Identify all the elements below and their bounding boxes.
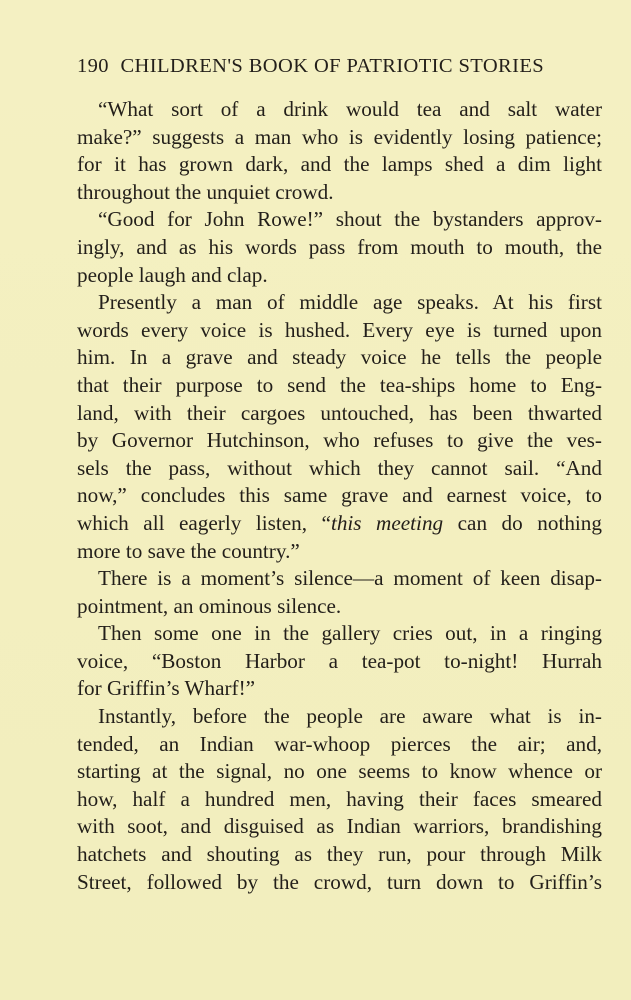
text-line: make?” suggests a man who is evidently losing patience; (77, 124, 602, 149)
italic-phrase: this meeting (330, 510, 444, 535)
text-line: for Griffin’s Wharf!” (77, 676, 256, 701)
text-line: ingly, and as his words pass from mouth to mouth, the (77, 234, 602, 259)
text-line: tended, an Indian war-whoop pierces the air; and, (77, 731, 602, 756)
text-line: by Governor Hutchinson, who refuses to give the ves- (77, 428, 602, 453)
text-line: how, half a hundred men, having their faces smeared (77, 786, 602, 811)
text-line: with soot, and disguised as Indian warriors, brandishing (77, 814, 602, 839)
text-line: There is a moment’s silence—a moment of keen disap- (98, 566, 602, 591)
text-line: starting at the signal, no one seems to know whence or (77, 759, 602, 784)
text-line: now,” concludes this same grave and earnest voice, to (77, 483, 602, 508)
text-line: voice, “Boston Harbor a tea-pot to-night! Hurrah (77, 648, 602, 673)
text-line: more to save the country.” (77, 538, 300, 563)
text-line: for it has grown dark, and the lamps shed a dim light (77, 152, 602, 177)
line-text-after: can do nothing (443, 510, 602, 535)
text-line-with-italic (77, 510, 602, 538)
text-line: words every voice is hushed. Every eye is turned upon (77, 317, 602, 342)
text-line: that their purpose to send the tea-ships home to Eng- (77, 372, 602, 397)
text-line: Instantly, before the people are aware what is in- (98, 704, 602, 729)
text-line: sels the pass, without which they cannot sail. “And (77, 455, 602, 480)
text-line: Street, followed by the crowd, turn down to Griffin’s (77, 869, 602, 894)
page-number: 190 (77, 55, 109, 77)
text-line: pointment, an ominous silence. (77, 593, 342, 618)
text-line: Presently a man of middle age speaks. At his first (98, 290, 602, 315)
text-line: people laugh and clap. (77, 262, 268, 287)
page-header (77, 55, 561, 81)
running-title: CHILDREN'S BOOK OF PATRIOTIC STORIES (120, 55, 545, 77)
text-line: land, with their cargoes untouched, has been thwarted (77, 400, 602, 425)
text-line: “What sort of a drink would tea and salt water (98, 97, 602, 121)
line-text-before: which all eagerly listen, “ (77, 510, 331, 535)
body-text (77, 96, 602, 896)
text-line: him. In a grave and steady voice he tells the people (77, 345, 602, 370)
text-line: Then some one in the gallery cries out, in a ringing (98, 621, 602, 646)
text-line: throughout the unquiet crowd. (77, 179, 334, 204)
text-line: hatchets and shouting as they run, pour through Milk (77, 842, 602, 867)
text-line: “Good for John Rowe!” shout the bystanders approv- (98, 207, 602, 232)
